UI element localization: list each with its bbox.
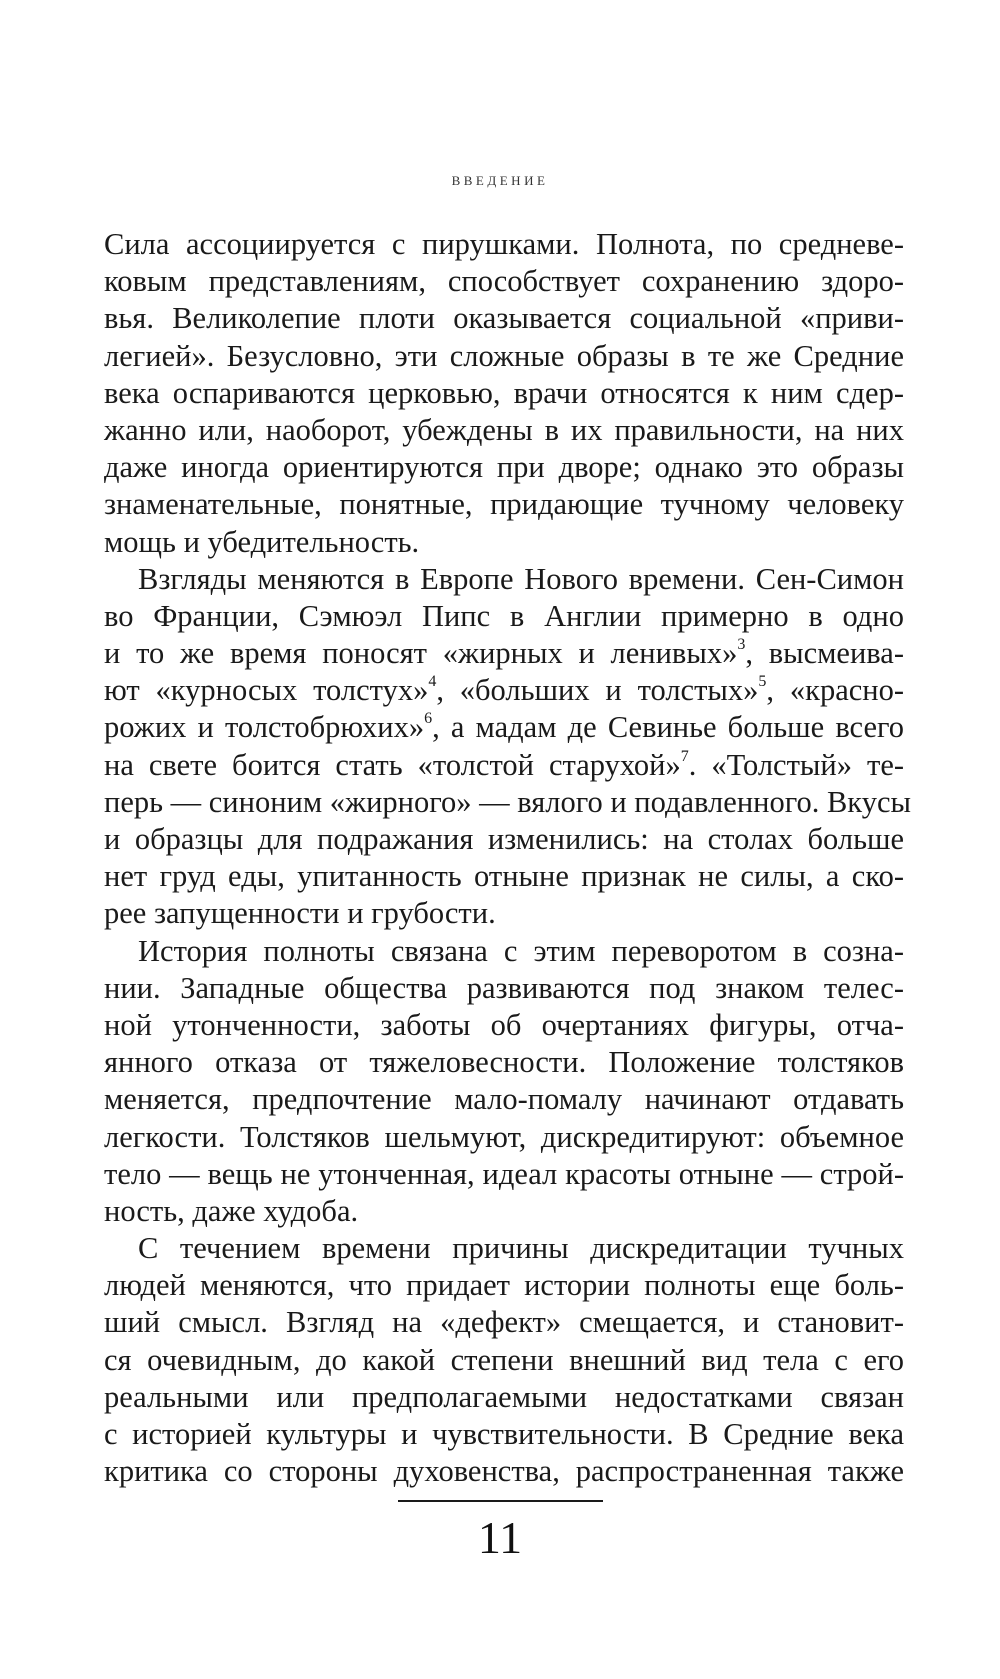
text-line: вья. Великолепие плоти оказывается социальной «приви- [104,301,904,336]
text-line: во Франции, Сэмюэл Пипс в Англии примерно в одно [104,598,904,633]
text-line: ной утонченности, заботы об очертаниях фигуры, отча- [104,1007,904,1042]
text-line: ность, даже худоба. [104,1193,359,1228]
text-line: С течением времени причины дискредитации тучных [138,1231,904,1266]
body-text [104,226,911,1490]
text-line-with-footnote [104,672,904,709]
text-run: , «больших и толстых» [436,673,759,708]
text-line: История полноты связана с этим переворотом в созна- [138,933,904,968]
text-run: . «Толстый» те- [688,747,905,782]
text-run: , а мадам де Севинье больше всего [432,710,904,745]
text-line: легией». Безусловно, эти сложные образы в те же Средние [104,338,904,373]
text-run: ют «курносых толстух» [104,673,429,708]
text-run: и то же время поносят «жирных и ленивых» [104,636,738,671]
text-line: ший смысл. Взгляд на «дефект» смещается, и становит- [104,1305,904,1340]
text-line: рее запущенности и грубости. [104,896,496,931]
text-line: перь — синоним «жирного» — вялого и подавленного. Вкусы [104,784,911,819]
text-line: нет груд еды, упитанность отныне признак не силы, а ско- [104,859,904,894]
text-line: века оспариваются церковью, врачи относятся к ним сдер- [104,375,904,410]
text-run: на свете боится стать «толстой старухой» [104,747,681,782]
text-line: с историей культуры и чувствительности. В Средние века [104,1417,904,1451]
text-line-with-footnote [104,709,904,746]
running-head: ВВЕДЕНИЕ [451,173,549,188]
text-line: знаменательные, понятные, придающие тучному человеку [104,487,904,522]
text-line-with-footnote [104,747,904,784]
page-number-rule [398,1500,603,1502]
text-line: Взгляды меняются в Европе Нового времени. Сен-Симон [138,561,904,596]
footnote-ref[interactable]: 5 [758,673,767,691]
text-run: , «красно- [766,673,904,708]
text-run: рожих и толстобрюхих» [104,710,425,745]
text-line: янного отказа от тяжеловесности. Положение толстяков [104,1045,904,1080]
page-number: 11 [477,1512,523,1563]
footnote-ref[interactable]: 7 [680,747,689,765]
footnote-ref[interactable]: 3 [737,636,746,654]
text-line: мощь и убедительность. [104,524,420,559]
text-run: , высмеива- [745,636,904,671]
text-line: критика со стороны духовенства, распространенная также [104,1454,904,1489]
text-line: жанно или, наоборот, убеждены в их правильности, на них [104,412,904,447]
text-line: ся очевидным, до какой степени внешний вид тела с его [104,1342,904,1377]
text-line: даже иногда ориентируются при дворе; однако это образы [104,450,904,485]
text-line: легкости. Толстяков шельмуют, дискредитируют: объемное [104,1119,904,1154]
footnote-ref[interactable]: 4 [428,673,437,691]
text-line: Сила ассоциируется с пирушками. Полнота, по средневе- [104,227,904,261]
footnote-ref[interactable]: 6 [424,710,433,728]
text-line: меняется, предпочтение мало-помалу начинают отдавать [104,1082,904,1117]
text-line-with-footnote [104,635,904,672]
text-line: нии. Западные общества развиваются под знаком телес- [104,970,904,1005]
text-line: людей меняются, что придает истории полноты еще боль- [104,1268,904,1303]
text-line: ковым представлениям, способствует сохранению здоро- [104,264,904,299]
text-line: и образцы для подражания изменились: на столах больше [104,822,904,856]
text-line: тело — вещь не утонченная, идеал красоты отныне — строй- [104,1156,904,1191]
text-line: реальными или предполагаемыми недостатками связан [104,1379,904,1414]
